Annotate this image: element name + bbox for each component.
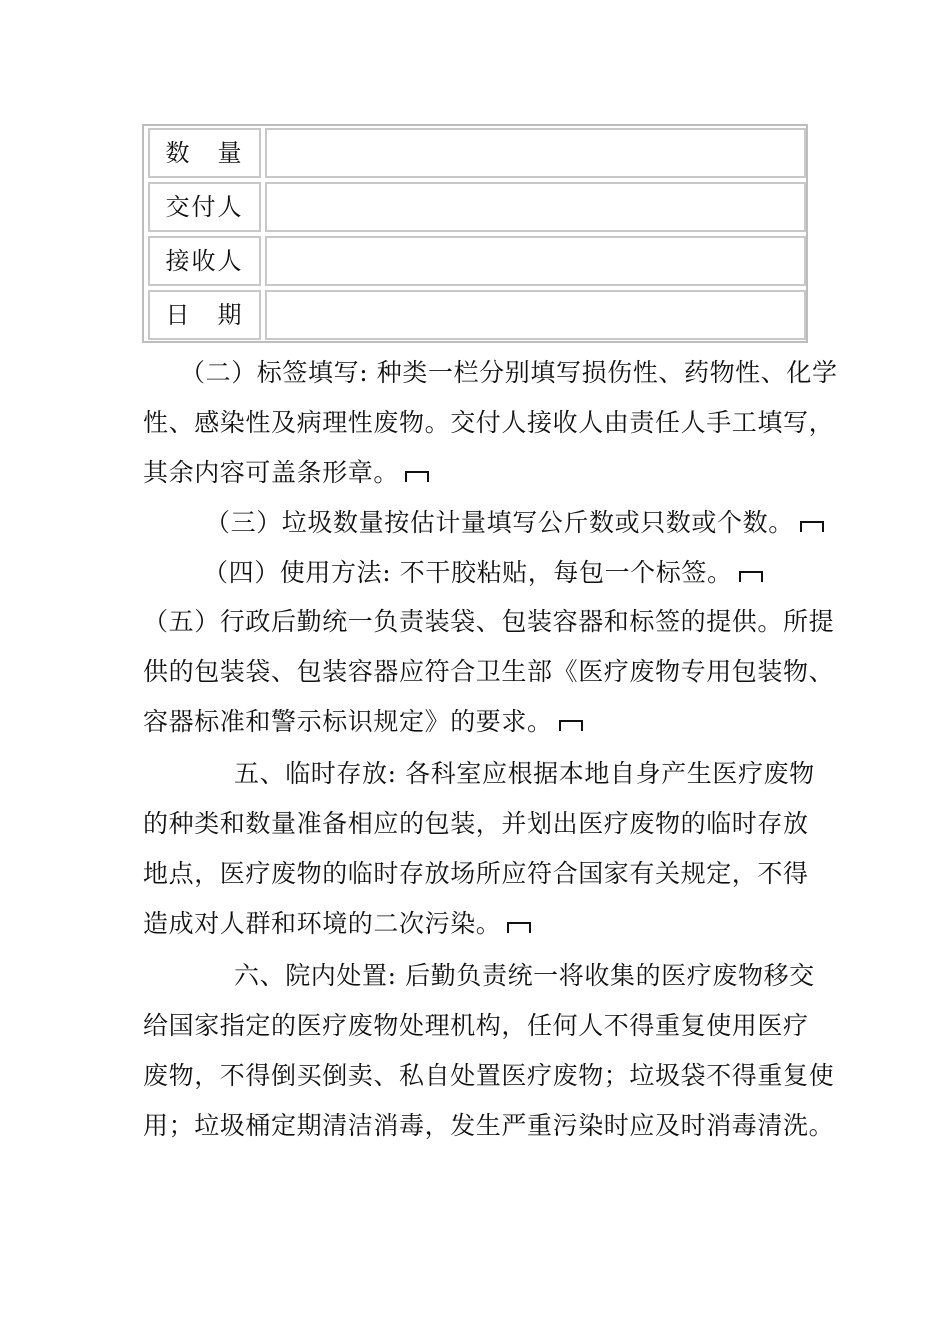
section-internal-disposal-line-4 [143, 1109, 834, 1143]
paragraph-mark-icon [800, 521, 824, 532]
paragraph-mark-icon [739, 571, 763, 582]
form-label-date: 日 期 [148, 290, 261, 340]
text: 供的包装袋、包装容器应符合卫生部《医疗废物专用包装物、 [143, 657, 835, 686]
form-row-receiver [148, 236, 806, 286]
form-row-date [148, 290, 806, 340]
form-label-deliverer: 交付人 [148, 182, 261, 232]
text: 造成对人群和环境的二次污染。 [143, 909, 502, 938]
paragraph-label-filling-line-1 [180, 356, 838, 390]
text: 容器标准和警示标识规定》的要求。 [143, 707, 553, 736]
text: 地点，医疗废物的临时存放场所应符合国家有关规定，不得 [143, 859, 809, 888]
section-internal-disposal-line-1 [234, 959, 815, 993]
form-label-quantity: 数 量 [148, 128, 261, 178]
text: 五、临时存放: 各科室应根据本地自身产生医疗废物 [234, 759, 815, 788]
text: 用；垃圾桶定期清洁消毒，发生严重污染时应及时消毒清洗。 [143, 1111, 835, 1140]
text: 性、感染性及病理性废物。交付人接收人由责任人手工填写， [143, 408, 835, 437]
section-internal-disposal-line-3 [143, 1059, 834, 1093]
paragraph-usage-method [203, 556, 763, 590]
text: 其余内容可盖条形章。 [143, 458, 400, 487]
text: （四）使用方法: 不干胶粘贴，每包一个标签。 [203, 558, 733, 587]
text: 废物，不得倒买倒卖、私自处置医疗废物；垃圾袋不得重复使 [143, 1061, 835, 1090]
text: （三）垃圾数量按估计量填写公斤数或只数或个数。 [205, 508, 794, 537]
paragraph-waste-quantity [205, 506, 824, 540]
form-label-receiver: 接收人 [148, 236, 261, 286]
form-value-date[interactable] [265, 290, 806, 340]
form-value-deliverer[interactable] [265, 182, 806, 232]
paragraph-mark-icon [405, 471, 429, 482]
text: 的种类和数量准备相应的包装，并划出医疗废物的临时存放 [143, 809, 809, 838]
paragraph-supply-line-3 [143, 705, 583, 739]
form-value-receiver[interactable] [265, 236, 806, 286]
section-temporary-storage-line-1 [234, 757, 815, 791]
paragraph-mark-icon [507, 922, 531, 933]
paragraph-label-filling-line-3 [143, 456, 429, 490]
text: （五）行政后勤统一负责装袋、包装容器和标签的提供。所提 [143, 607, 835, 636]
text: 给国家指定的医疗废物处理机构，任何人不得重复使用医疗 [143, 1011, 809, 1040]
label-form-table [142, 124, 808, 343]
section-temporary-storage-line-4 [143, 907, 531, 941]
text: 六、院内处置: 后勤负责统一将收集的医疗废物移交 [234, 961, 815, 990]
form-row-deliverer [148, 182, 806, 232]
form-value-quantity[interactable] [265, 128, 806, 178]
paragraph-supply-line-1 [143, 605, 834, 639]
text: （二）标签填写: 种类一栏分别填写损伤性、药物性、化学 [180, 358, 838, 387]
form-row-quantity [148, 128, 806, 178]
paragraph-mark-icon [559, 720, 583, 731]
paragraph-supply-line-2 [143, 655, 834, 689]
section-temporary-storage-line-3 [143, 857, 809, 891]
section-internal-disposal-line-2 [143, 1009, 809, 1043]
section-temporary-storage-line-2 [143, 807, 809, 841]
paragraph-label-filling-line-2 [143, 406, 834, 440]
